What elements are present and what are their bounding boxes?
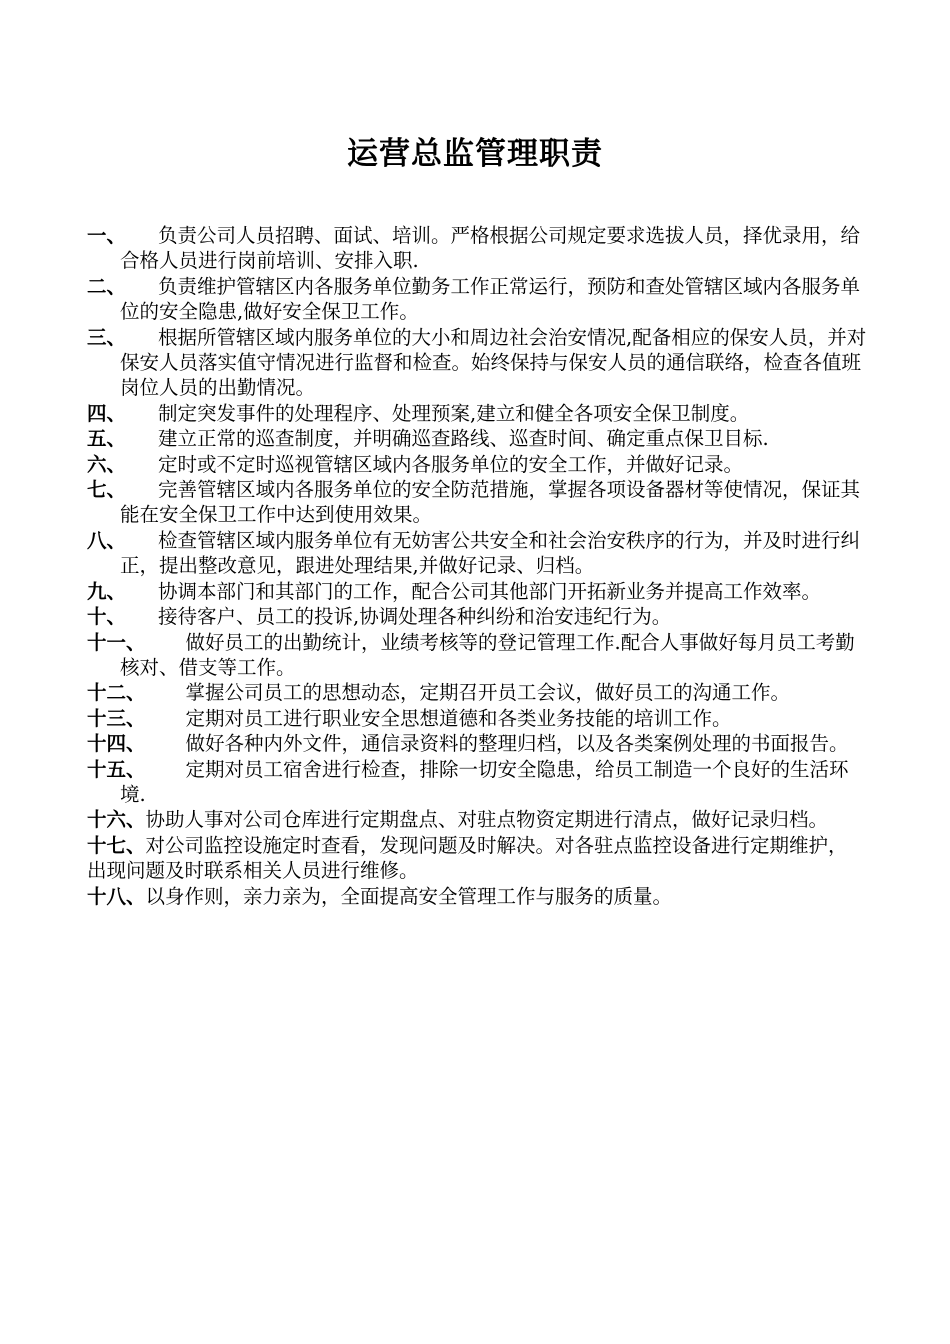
item-text: 制定突发事件的处理程序、处理预案,建立和健全各项安全保卫制度。 [158, 401, 750, 425]
item-text: 负责公司人员招聘、面试、培训。严格根据公司规定要求选拔人员，择优录用，给合格人员进行岗前培训、安排入职. [120, 224, 861, 273]
item-text: 检查管辖区域内服务单位有无妨害公共安全和社会治安秩序的行为，并及时进行纠正，提出整改意见，跟进处理结果,并做好记录、归档。 [120, 528, 861, 578]
item-text: 以身作则，亲力亲为，全面提高安全管理工作与服务的质量。 [145, 884, 673, 908]
item-text: 根据所管辖区域内服务单位的大小和周边社会治安情况,配备相应的保安人员，并对保安人员落实值守情况进行监督和检查。始终保持与保安人员的通信联络，检查各值班岗位人员的出勤情况。 [120, 325, 867, 400]
item-number: 十、 [87, 605, 127, 629]
list-item [87, 757, 867, 808]
item-text: 定期对员工宿舍进行检查，排除一切安全隐患，给员工制造一个良好的生活环境. [120, 757, 849, 806]
item-number: 十五、 [87, 757, 146, 781]
item-text: 接待客户、员工的投诉,协调处理各种纠纷和治安违纪行为。 [158, 605, 672, 629]
list-item [87, 223, 867, 274]
item-number: 十七、 [87, 833, 146, 857]
item-text: 协调本部门和其部门的工作，配合公司其他部门开拓新业务并提高工作效率。 [158, 579, 822, 603]
list-item [87, 731, 867, 756]
item-text: 负责维护管辖区内各服务单位勤务工作正常运行，预防和查处管辖区域内各服务单位的安全隐患,做好安全保卫工作。 [120, 274, 861, 324]
list-item [87, 884, 867, 909]
item-number: 九、 [87, 579, 127, 603]
list-item [87, 807, 867, 832]
list-item [87, 274, 867, 325]
list-item [87, 579, 867, 604]
item-number: 十六、 [87, 808, 146, 832]
item-number: 十四、 [87, 732, 146, 756]
item-text: 做好各种内外文件，通信录资料的整理归档，以及各类案例处理的书面报告。 [185, 732, 849, 756]
item-text: 掌握公司员工的思想动态，定期召开员工会议，做好员工的沟通工作。 [185, 681, 791, 705]
duty-list [87, 223, 867, 909]
list-item [87, 680, 867, 705]
item-number: 十一、 [87, 630, 146, 654]
item-text: 定期对员工进行职业安全思想道德和各类业务技能的培训工作。 [185, 706, 732, 730]
item-number: 七、 [87, 478, 127, 502]
item-number: 六、 [87, 452, 127, 476]
item-number: 十三、 [87, 706, 146, 730]
list-item [87, 604, 867, 629]
list-item [87, 452, 867, 477]
page-title: 运营总监管理职责 [347, 136, 603, 172]
item-number: 十二、 [87, 681, 146, 705]
item-number: 三、 [87, 325, 127, 349]
list-item [87, 426, 867, 451]
item-text: 定时或不定时巡视管辖区域内各服务单位的安全工作，并做好记录。 [158, 452, 744, 476]
list-item [87, 833, 867, 884]
list-item [87, 477, 867, 528]
item-text: 协助人事对公司仓库进行定期盘点、对驻点物资定期进行清点，做好记录归档。 [145, 808, 829, 832]
item-number: 十八、 [87, 884, 146, 908]
item-text: 完善管辖区域内各服务单位的安全防范措施，掌握各项设备器材等使情况，保证其能在安全保卫工作中达到使用效果。 [120, 478, 861, 527]
list-item [87, 706, 867, 731]
item-number: 四、 [87, 401, 127, 425]
item-number: 五、 [87, 427, 127, 451]
item-number: 二、 [87, 274, 127, 298]
item-text: 建立正常的巡查制度，并明确巡查路线、巡查时间、确定重点保卫目标. [158, 427, 769, 451]
item-text: 做好员工的出勤统计，业绩考核等的登记管理工作.配合人事做好每月员工考勤核对、借支等工作。 [120, 630, 855, 679]
list-item [87, 325, 867, 401]
item-number: 八、 [87, 528, 127, 552]
list-item [87, 630, 867, 681]
list-item [87, 528, 867, 579]
item-number: 一、 [87, 224, 127, 247]
item-text: 对公司监控设施定时查看，发现问题及时解决。对各驻点监控设备进行定期维护，出现问题及时联系相关人员进行维修。 [87, 833, 848, 883]
list-item [87, 401, 867, 426]
